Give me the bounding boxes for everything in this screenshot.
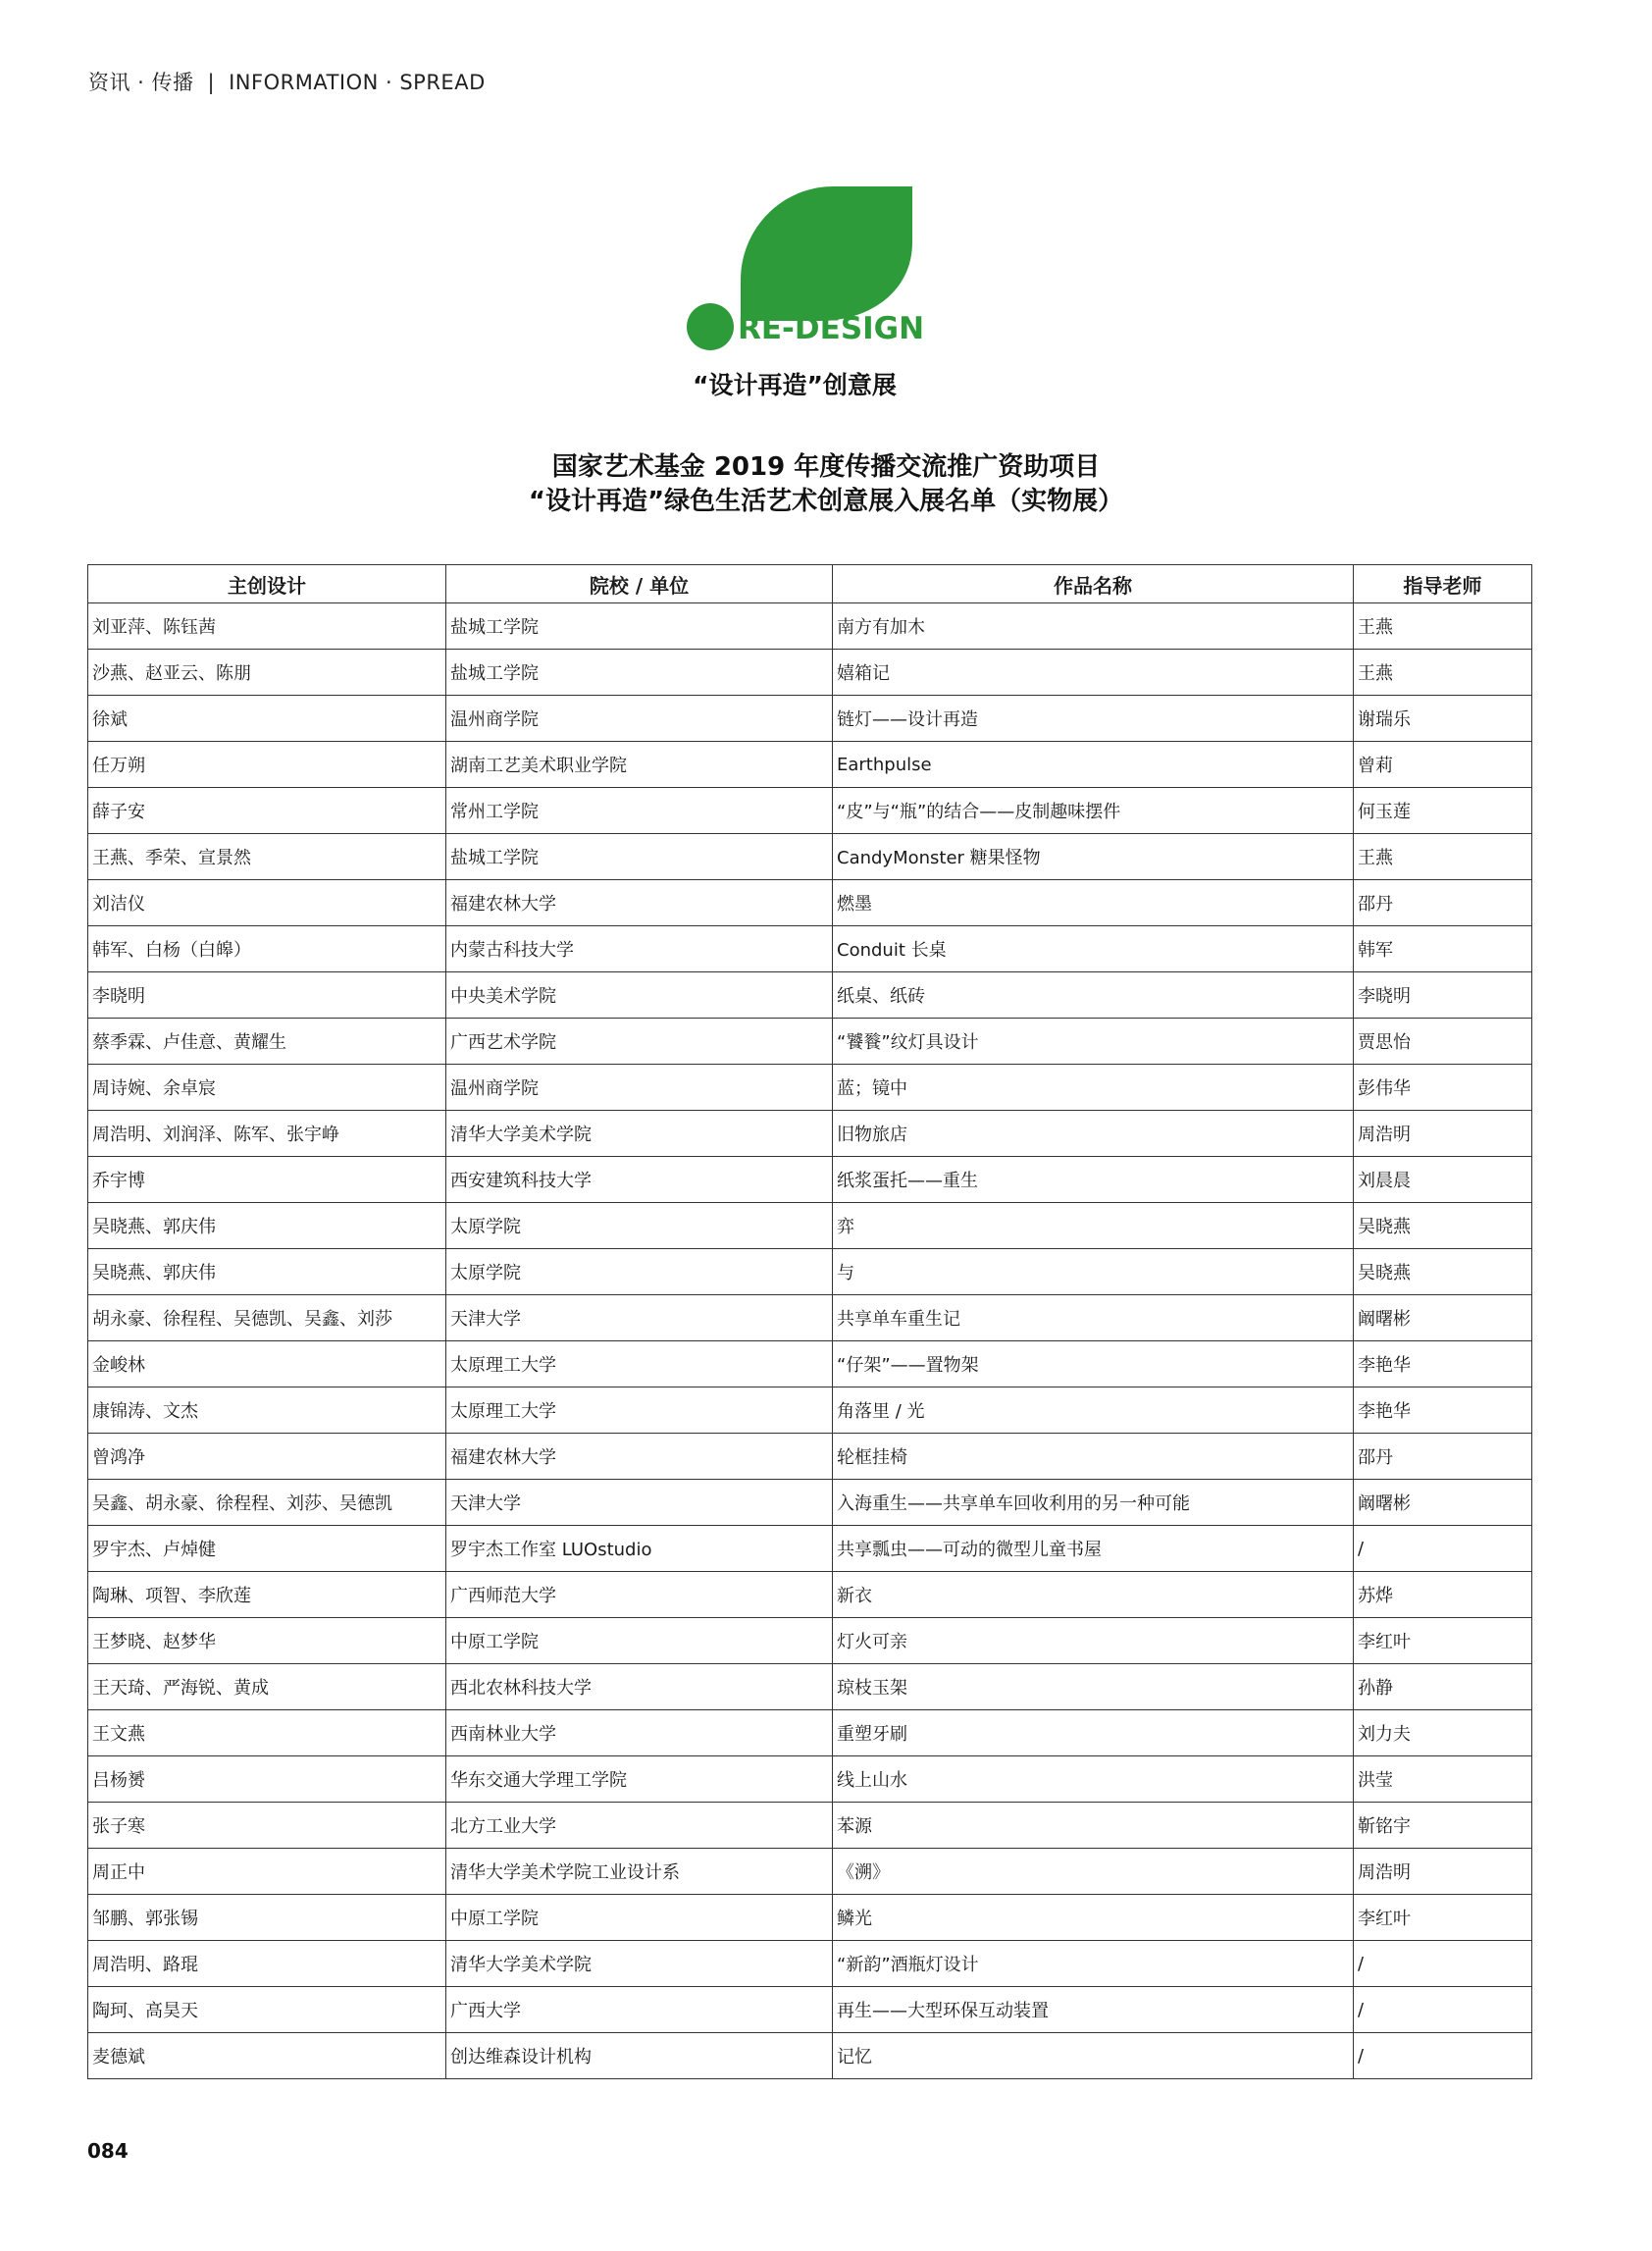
cell-institution: 太原学院 (446, 1203, 833, 1249)
exhibitor-table (87, 564, 1532, 2079)
cell-designer: 李晓明 (88, 972, 446, 1019)
cell-designer: 周浩明、刘润泽、陈军、张宇峥 (88, 1111, 446, 1157)
cell-designer: 陶琳、项智、李欣莲 (88, 1572, 446, 1618)
cell-work-title: 嬉箱记 (833, 650, 1354, 696)
cell-institution: 湖南工艺美术职业学院 (446, 742, 833, 788)
cell-work-title: 苯源 (833, 1803, 1354, 1849)
cell-designer: 王天琦、严海锐、黄成 (88, 1664, 446, 1710)
cell-work-title: 新衣 (833, 1572, 1354, 1618)
table-row (88, 650, 1532, 696)
table-row (88, 603, 1532, 650)
cell-institution: 清华大学美术学院 (446, 1941, 833, 1987)
cell-institution: 内蒙古科技大学 (446, 926, 833, 972)
cell-designer: 刘洁仪 (88, 880, 446, 926)
cell-work-title: 再生——大型环保互动装置 (833, 1987, 1354, 2033)
leaf-shape (741, 186, 912, 321)
table-row (88, 1849, 1532, 1895)
cell-work-title: 琼枝玉架 (833, 1664, 1354, 1710)
cell-advisor: 邵丹 (1354, 880, 1532, 926)
cell-advisor: 李艳华 (1354, 1387, 1532, 1434)
cell-advisor: 王燕 (1354, 603, 1532, 650)
cell-designer: 周诗婉、余卓宸 (88, 1065, 446, 1111)
cell-designer: 刘亚萍、陈钰茜 (88, 603, 446, 650)
header-work-title: 作品名称 (833, 565, 1354, 603)
cell-work-title: 与 (833, 1249, 1354, 1295)
cell-institution: 广西师范大学 (446, 1572, 833, 1618)
section-en: INFORMATION · SPREAD (229, 71, 486, 94)
header-institution: 院校 / 单位 (446, 565, 833, 603)
table-row (88, 1065, 1532, 1111)
cell-institution: 罗宇杰工作室 LUOstudio (446, 1526, 833, 1572)
cell-work-title: Earthpulse (833, 742, 1354, 788)
cell-designer: 陶珂、高昊天 (88, 1987, 446, 2033)
table-row (88, 1664, 1532, 1710)
cell-designer: 曾鸿净 (88, 1434, 446, 1480)
header-designer: 主创设计 (88, 565, 446, 603)
page-number: 084 (87, 2139, 129, 2163)
table-row (88, 1157, 1532, 1203)
cell-advisor: 周浩明 (1354, 1111, 1532, 1157)
logo-subtitle: “设计再造”创意展 (693, 371, 897, 399)
cell-advisor: 周浩明 (1354, 1849, 1532, 1895)
cell-institution: 天津大学 (446, 1480, 833, 1526)
cell-advisor: 吴晓燕 (1354, 1249, 1532, 1295)
cell-work-title: CandyMonster 糖果怪物 (833, 834, 1354, 880)
cell-work-title: 线上山水 (833, 1756, 1354, 1803)
cell-institution: 常州工学院 (446, 788, 833, 834)
cell-work-title: 角落里 / 光 (833, 1387, 1354, 1434)
cell-designer: 金峻林 (88, 1341, 446, 1387)
cell-institution: 西北农林科技大学 (446, 1664, 833, 1710)
header-divider: | (207, 71, 216, 94)
cell-advisor: / (1354, 1987, 1532, 2033)
cell-institution: 福建农林大学 (446, 1434, 833, 1480)
table-body (88, 603, 1532, 2079)
cell-advisor: 谢瑞乐 (1354, 696, 1532, 742)
cell-work-title: 入海重生——共享单车回收利用的另一种可能 (833, 1480, 1354, 1526)
cell-institution: 盐城工学院 (446, 834, 833, 880)
cell-designer: 周正中 (88, 1849, 446, 1895)
cell-institution: 温州商学院 (446, 1065, 833, 1111)
cell-work-title: “饕餮”纹灯具设计 (833, 1019, 1354, 1065)
cell-work-title: 纸桌、纸砖 (833, 972, 1354, 1019)
cell-advisor: 阚曙彬 (1354, 1480, 1532, 1526)
cell-advisor: 贾思怡 (1354, 1019, 1532, 1065)
page-header (88, 67, 486, 96)
cell-work-title: 旧物旅店 (833, 1111, 1354, 1157)
table-row (88, 834, 1532, 880)
cell-advisor: 邵丹 (1354, 1434, 1532, 1480)
table-row (88, 1341, 1532, 1387)
leaf-logo-icon (647, 182, 942, 358)
table-row (88, 1111, 1532, 1157)
cell-advisor: 李红叶 (1354, 1895, 1532, 1941)
cell-advisor: 彭伟华 (1354, 1065, 1532, 1111)
cell-designer: 王文燕 (88, 1710, 446, 1756)
cell-institution: 太原学院 (446, 1249, 833, 1295)
cell-institution: 西安建筑科技大学 (446, 1157, 833, 1203)
table-row (88, 1756, 1532, 1803)
cell-institution: 天津大学 (446, 1295, 833, 1341)
cell-work-title: 燃墨 (833, 880, 1354, 926)
cell-designer: 乔宇博 (88, 1157, 446, 1203)
cell-institution: 福建农林大学 (446, 880, 833, 926)
table-row (88, 926, 1532, 972)
header-advisor: 指导老师 (1354, 565, 1532, 603)
cell-institution: 清华大学美术学院工业设计系 (446, 1849, 833, 1895)
cell-work-title: 共享单车重生记 (833, 1295, 1354, 1341)
table-row (88, 1480, 1532, 1526)
cell-advisor: / (1354, 1941, 1532, 1987)
cell-advisor: 靳铭宇 (1354, 1803, 1532, 1849)
cell-designer: 沙燕、赵亚云、陈朋 (88, 650, 446, 696)
cell-institution: 温州商学院 (446, 696, 833, 742)
cell-designer: 薛子安 (88, 788, 446, 834)
cell-work-title: 共享瓢虫——可动的微型儿童书屋 (833, 1526, 1354, 1572)
cell-designer: 邹鹏、郭张锡 (88, 1895, 446, 1941)
cell-designer: 胡永豪、徐程程、吴德凯、吴鑫、刘莎 (88, 1295, 446, 1341)
table-row (88, 1987, 1532, 2033)
cell-work-title: 弈 (833, 1203, 1354, 1249)
table-row (88, 696, 1532, 742)
cell-advisor: / (1354, 2033, 1532, 2079)
cell-designer: 张子寒 (88, 1803, 446, 1849)
cell-work-title: 记忆 (833, 2033, 1354, 2079)
cell-institution: 中原工学院 (446, 1618, 833, 1664)
cell-work-title: “皮”与“瓶”的结合——皮制趣味摆件 (833, 788, 1354, 834)
page-title-line1: 国家艺术基金 2019 年度传播交流推广资助项目 (551, 452, 1101, 482)
cell-advisor: 王燕 (1354, 834, 1532, 880)
cell-advisor: 刘晨晨 (1354, 1157, 1532, 1203)
cell-work-title: 重塑牙刷 (833, 1710, 1354, 1756)
cell-institution: 创达维森设计机构 (446, 2033, 833, 2079)
table-row (88, 1387, 1532, 1434)
table-row (88, 1618, 1532, 1664)
cell-advisor: 洪莹 (1354, 1756, 1532, 1803)
cell-designer: 蔡季霖、卢佳意、黄耀生 (88, 1019, 446, 1065)
table-row (88, 1203, 1532, 1249)
cell-work-title: 链灯——设计再造 (833, 696, 1354, 742)
cell-advisor: 李晓明 (1354, 972, 1532, 1019)
cell-work-title: 鳞光 (833, 1895, 1354, 1941)
cell-work-title: 《溯》 (833, 1849, 1354, 1895)
cell-work-title: 轮框挂椅 (833, 1434, 1354, 1480)
table-row (88, 1526, 1532, 1572)
cell-institution: 盐城工学院 (446, 650, 833, 696)
cell-advisor: 刘力夫 (1354, 1710, 1532, 1756)
table-header-row (88, 565, 1532, 603)
cell-advisor: 阚曙彬 (1354, 1295, 1532, 1341)
cell-advisor: 吴晓燕 (1354, 1203, 1532, 1249)
table-row (88, 2033, 1532, 2079)
redesign-logo (647, 182, 942, 402)
table-row (88, 1895, 1532, 1941)
cell-institution: 广西大学 (446, 1987, 833, 2033)
cell-institution: 西南林业大学 (446, 1710, 833, 1756)
cell-designer: 吴晓燕、郭庆伟 (88, 1249, 446, 1295)
section-cn: 资讯 · 传播 (88, 71, 194, 94)
cell-work-title: “新韵”酒瓶灯设计 (833, 1941, 1354, 1987)
page-title-line2: “设计再造”绿色生活艺术创意展入展名单（实物展） (528, 487, 1124, 516)
cell-advisor: 何玉莲 (1354, 788, 1532, 834)
table-row (88, 972, 1532, 1019)
table-row (88, 1295, 1532, 1341)
cell-advisor: 苏烨 (1354, 1572, 1532, 1618)
table-row (88, 1710, 1532, 1756)
cell-institution: 清华大学美术学院 (446, 1111, 833, 1157)
table-row (88, 1941, 1532, 1987)
cell-designer: 吴鑫、胡永豪、徐程程、刘莎、吴德凯 (88, 1480, 446, 1526)
cell-designer: 吕杨赟 (88, 1756, 446, 1803)
table-row (88, 1434, 1532, 1480)
cell-work-title: Conduit 长桌 (833, 926, 1354, 972)
cell-advisor: / (1354, 1526, 1532, 1572)
table-row (88, 742, 1532, 788)
cell-work-title: 南方有加木 (833, 603, 1354, 650)
cell-designer: 吴晓燕、郭庆伟 (88, 1203, 446, 1249)
cell-institution: 太原理工大学 (446, 1387, 833, 1434)
cell-institution: 盐城工学院 (446, 603, 833, 650)
table-row (88, 1249, 1532, 1295)
cell-work-title: 灯火可亲 (833, 1618, 1354, 1664)
cell-institution: 北方工业大学 (446, 1803, 833, 1849)
cell-work-title: “仔架”——置物架 (833, 1341, 1354, 1387)
table-row (88, 1019, 1532, 1065)
cell-advisor: 曾莉 (1354, 742, 1532, 788)
cell-designer: 麦德斌 (88, 2033, 446, 2079)
cell-designer: 王梦晓、赵梦华 (88, 1618, 446, 1664)
cell-designer: 周浩明、路琨 (88, 1941, 446, 1987)
table-row (88, 1803, 1532, 1849)
cell-designer: 王燕、季荣、宣景然 (88, 834, 446, 880)
cell-designer: 任万朔 (88, 742, 446, 788)
cell-advisor: 韩军 (1354, 926, 1532, 972)
cell-institution: 中央美术学院 (446, 972, 833, 1019)
table-row (88, 880, 1532, 926)
cell-work-title: 蓝；镜中 (833, 1065, 1354, 1111)
cell-institution: 太原理工大学 (446, 1341, 833, 1387)
cell-institution: 中原工学院 (446, 1895, 833, 1941)
logo-dot (687, 303, 734, 350)
cell-advisor: 孙静 (1354, 1664, 1532, 1710)
cell-designer: 韩军、白杨（白皞） (88, 926, 446, 972)
cell-designer: 徐斌 (88, 696, 446, 742)
cell-institution: 广西艺术学院 (446, 1019, 833, 1065)
table-row (88, 1572, 1532, 1618)
cell-advisor: 李艳华 (1354, 1341, 1532, 1387)
logo-wordmark: RE-DESIGN (738, 311, 925, 346)
cell-designer: 罗宇杰、卢焯健 (88, 1526, 446, 1572)
cell-advisor: 李红叶 (1354, 1618, 1532, 1664)
table-row (88, 788, 1532, 834)
cell-institution: 华东交通大学理工学院 (446, 1756, 833, 1803)
cell-advisor: 王燕 (1354, 650, 1532, 696)
cell-work-title: 纸浆蛋托——重生 (833, 1157, 1354, 1203)
cell-designer: 康锦涛、文杰 (88, 1387, 446, 1434)
